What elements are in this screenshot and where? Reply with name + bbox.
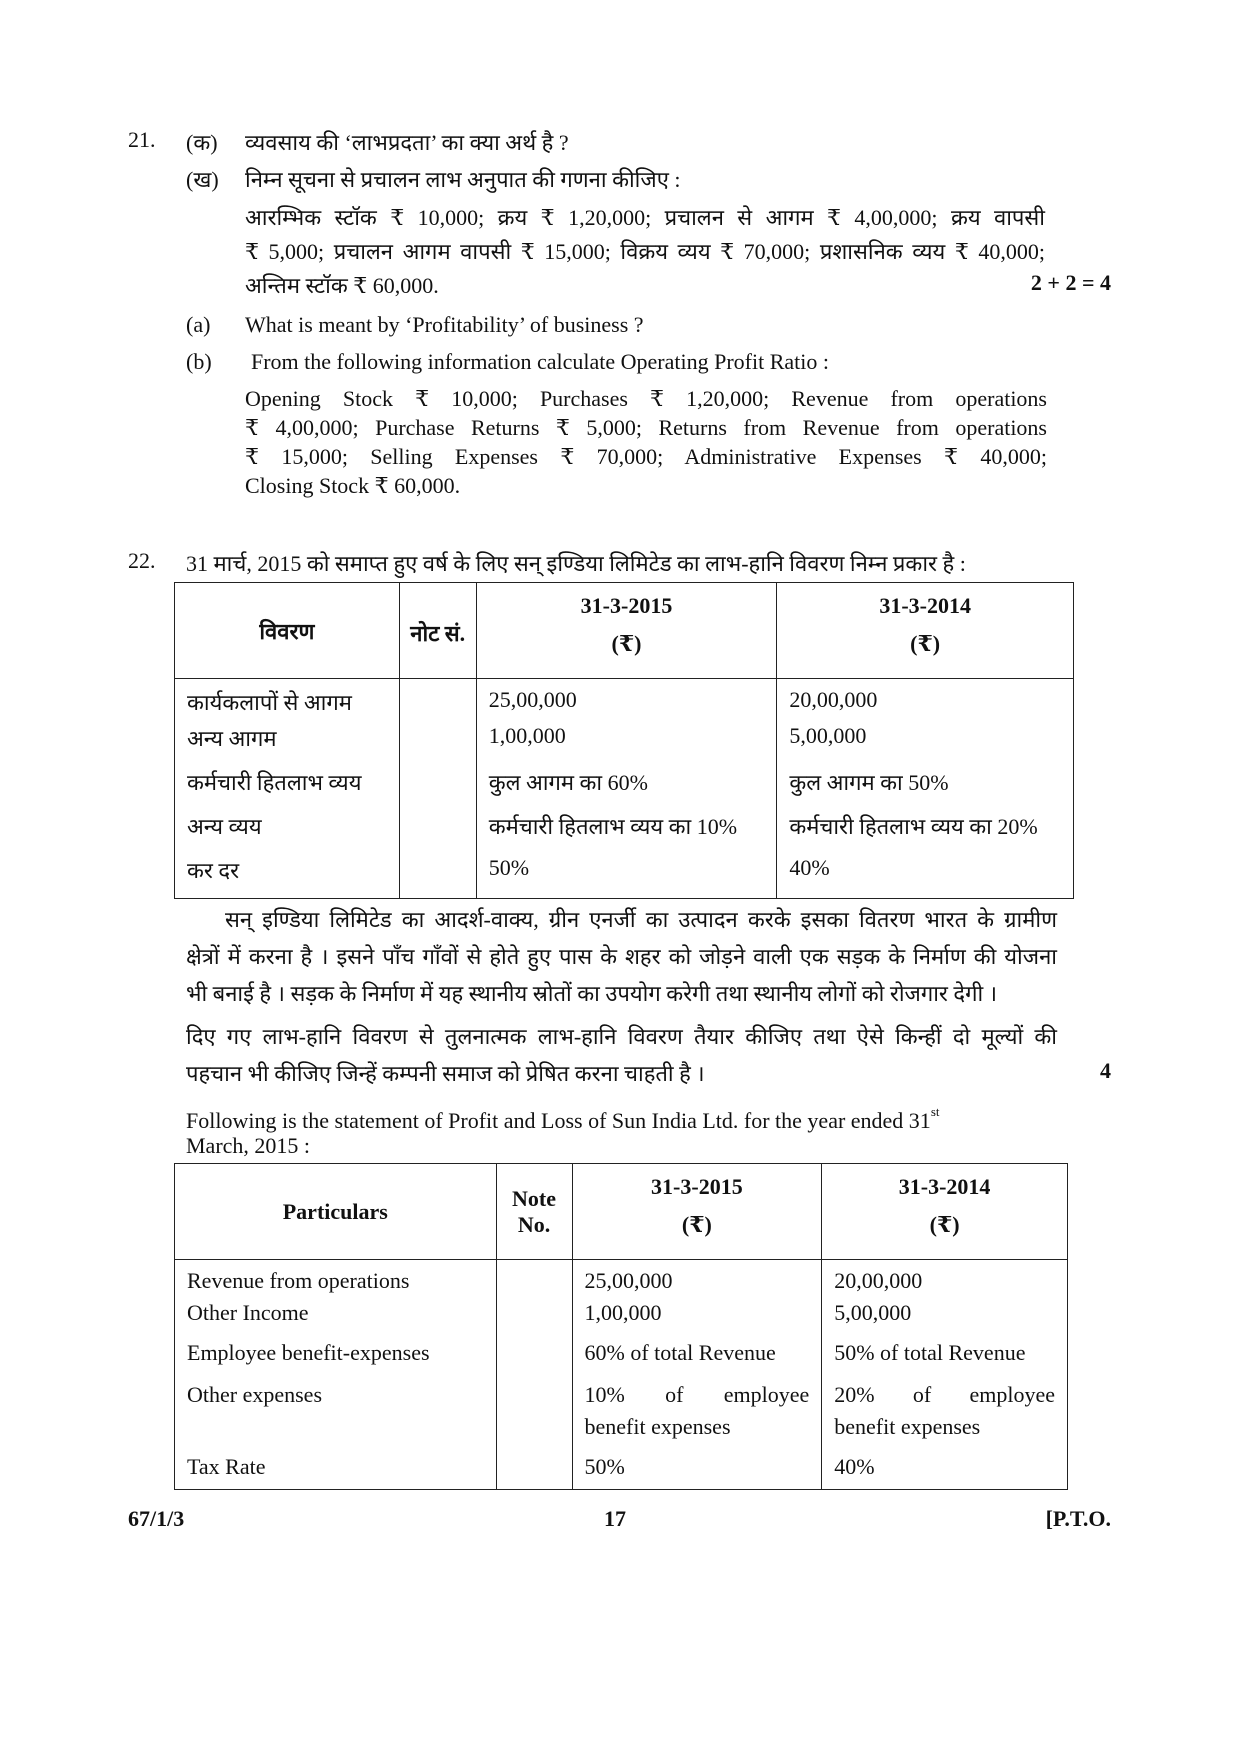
table-cell: Tax Rate (175, 1454, 497, 1490)
table-cell: 1,00,000 (572, 1300, 822, 1340)
en-header-2015-date: 31-3-2015 (651, 1174, 743, 1199)
question-text-en-a: What is meant by ‘Profitability’ of business ? (245, 312, 644, 337)
table-cell (496, 1260, 572, 1300)
hi-header-2014-unit: (₹) (910, 631, 941, 656)
table-cell: Other expenses (175, 1382, 497, 1414)
question-text-hi-a: व्यवसाय की ‘लाभप्रदता’ का क्या अर्थ है ? (245, 130, 569, 155)
hi-data-line: ₹ 5,000; प्रचालन आगम वापसी ₹ 15,000; विक्रय व्यय ₹ 70,000; प्रशासनिक व्यय ₹ 40,000; (245, 239, 1045, 264)
table-cell: 1,00,000 (476, 723, 777, 767)
table-cell: Other Income (175, 1300, 497, 1340)
en-header-2015 (572, 1164, 822, 1260)
en-intro-sup: st (930, 1104, 940, 1119)
table-cell: Employee benefit-expenses (175, 1340, 497, 1382)
table-cell: 50% of total Revenue (822, 1340, 1068, 1382)
en-data-line: ₹ 15,000; Selling Expenses ₹ 70,000; Administrative Expenses ₹ 40,000; (245, 444, 1047, 469)
table-cell: 60% of total Revenue (572, 1340, 822, 1382)
table-cell: कर्मचारी हितलाभ व्यय (175, 767, 400, 811)
part-label-en-b: (b) (186, 349, 212, 374)
hi-para-line (186, 941, 1057, 971)
en-data-line: ₹ 4,00,000; Purchase Returns ₹ 5,000; Returns from Revenue from operations (245, 415, 1047, 440)
en-header-note-line1: Note (512, 1185, 557, 1211)
part-label-hi-b: (ख) (186, 167, 219, 192)
table-cell: कर्मचारी हितलाभ व्यय का 20% (777, 811, 1074, 855)
table-cell (496, 1414, 572, 1454)
hi-header-2015-date: 31-3-2015 (580, 593, 673, 618)
hi-para-line: भी बनाई है । सड़क के निर्माण में यह स्थानीय स्रोतों का उपयोग करेगी तथा स्थानीय लोगों को रोजगार देगी । (186, 981, 998, 1006)
question-text-hi-b: निम्न सूचना से प्रचालन लाभ अनुपात की गणना कीजिए : (245, 167, 681, 192)
table-cell: कुल आगम का 60% (476, 767, 777, 811)
en-header-particulars: Particulars (175, 1164, 497, 1260)
marks-21: 2 + 2 = 4 (1030, 270, 1111, 295)
en-data-line: Closing Stock ₹ 60,000. (245, 473, 461, 498)
en-header-2015-unit: (₹) (681, 1212, 712, 1237)
table-cell: 20,00,000 (822, 1260, 1068, 1300)
hi-header-2014-date: 31-3-2014 (879, 593, 971, 618)
table-cell (399, 811, 476, 855)
en-header-note (496, 1164, 572, 1260)
table-cell (496, 1454, 572, 1490)
table-cell: कुल आगम का 50% (777, 767, 1074, 811)
hi-header-note: नोट सं. (399, 583, 476, 679)
table-cell: 25,00,000 (476, 679, 777, 723)
table-cell (399, 855, 476, 899)
en-header-2014 (822, 1164, 1068, 1260)
table-cell: 20% of employee (822, 1382, 1068, 1414)
table-cell (399, 723, 476, 767)
table-cell: 40% (777, 855, 1074, 899)
table-cell: अन्य व्यय (175, 811, 400, 855)
table-cell: कर्मचारी हितलाभ व्यय का 10% (476, 811, 777, 855)
hi-header-particulars: विवरण (175, 583, 400, 679)
table-cell: कर दर (175, 855, 400, 899)
table-cell: 40% (822, 1454, 1068, 1490)
en-intro-line-2: March, 2015 : (186, 1133, 311, 1158)
en-data-line: Opening Stock ₹ 10,000; Purchases ₹ 1,20,000; Revenue from operations (245, 386, 1047, 411)
en-header-note-line2: No. (517, 1211, 551, 1237)
table-cell (399, 679, 476, 723)
en-header-2014-date: 31-3-2014 (898, 1174, 991, 1199)
part-label-en-a: (a) (186, 312, 211, 337)
table-cell: 5,00,000 (822, 1300, 1068, 1340)
table-cell: 5,00,000 (777, 723, 1074, 767)
table-cell: benefit expenses (822, 1414, 1068, 1454)
question-number-22: 22. (128, 548, 156, 573)
hi-header-2015-unit: (₹) (611, 631, 642, 656)
en-statement-table (174, 1163, 1068, 1490)
question-text-en-b: From the following information calculate Operating Profit Ratio : (251, 349, 829, 374)
part-label-hi-a: (क) (186, 130, 218, 155)
question-number-21: 21. (128, 127, 156, 152)
table-cell: 50% (572, 1454, 822, 1490)
pto-label: [P.T.O. (1045, 1506, 1111, 1531)
hi-para-line (225, 904, 1057, 934)
table-cell (496, 1300, 572, 1340)
hi-statement-table (174, 582, 1074, 899)
en-intro-text: Following is the statement of Profit and Loss of Sun India Ltd. for the year ended 31 (186, 1108, 931, 1133)
page-number: 17 (604, 1506, 626, 1531)
hi-para-line-text: क्षेत्रों में करना है । इसने पाँच गाँवों से होते हुए पास के शहर को जोड़ने वाली एक सड़क के निर्माण की योजना (186, 944, 1057, 969)
table-cell: benefit expenses (572, 1414, 822, 1454)
table-cell (496, 1382, 572, 1414)
en-header-2014-unit: (₹) (929, 1212, 960, 1237)
table-cell: 50% (476, 855, 777, 899)
hi-task-line-text: दिए गए लाभ-हानि विवरण से तुलनात्मक लाभ-हानि विवरण तैयार कीजिए तथा ऐसे किन्हीं दो मूल्यों की (186, 1024, 1057, 1049)
hi-para-line-text: सन् इण्डिया लिमिटेड का आदर्श-वाक्य, ग्रीन एनर्जी का उत्पादन करके इसका वितरण भारत के ग्रामीण (225, 907, 1057, 932)
table-cell: कार्यकलापों से आगम (175, 679, 400, 723)
table-cell: 20,00,000 (777, 679, 1074, 723)
hi-task-line: पहचान भी कीजिए जिन्हें कम्पनी समाज को प्रेषित करना चाहती है । (186, 1061, 705, 1086)
table-cell: Revenue from operations (175, 1260, 497, 1300)
paper-code: 67/1/3 (128, 1506, 185, 1531)
hi-intro: 31 मार्च, 2015 को समाप्त हुए वर्ष के लिए सन् इण्डिया लिमिटेड का लाभ-हानि विवरण निम्न प्रकार है : (186, 551, 966, 576)
table-cell: 25,00,000 (572, 1260, 822, 1300)
hi-task-line (186, 1021, 1057, 1051)
marks-22: 4 (1100, 1058, 1111, 1083)
hi-header-2014 (777, 583, 1074, 679)
table-cell (399, 767, 476, 811)
hi-data-line: आरम्भिक स्टॉक ₹ 10,000; क्रय ₹ 1,20,000; प्रचालन से आगम ₹ 4,00,000; क्रय वापसी (245, 205, 1045, 230)
hi-header-2015 (476, 583, 777, 679)
table-cell (175, 1414, 497, 1454)
table-cell: अन्य आगम (175, 723, 400, 767)
table-cell: 10% of employee (572, 1382, 822, 1414)
en-intro (186, 1104, 939, 1134)
table-cell (496, 1340, 572, 1382)
hi-data-line: अन्तिम स्टॉक ₹ 60,000. (245, 273, 439, 298)
